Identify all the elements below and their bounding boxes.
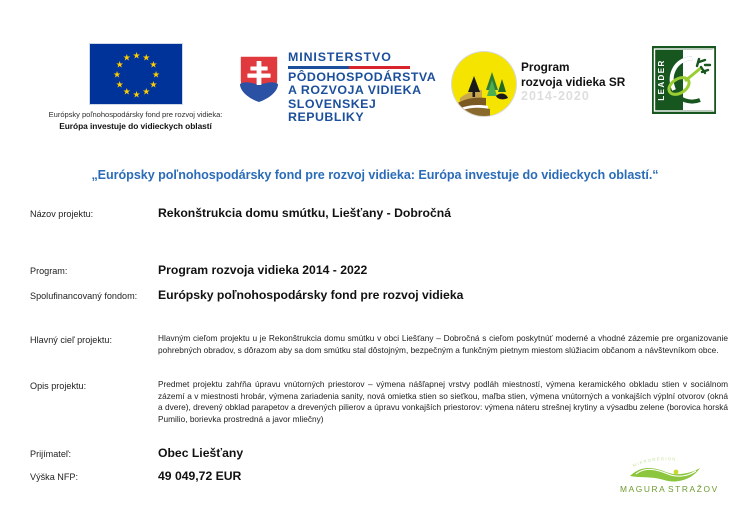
ministry-line-2: PÔDOHOSPODÁRSTVA	[288, 69, 437, 84]
program-line-1: Program	[521, 60, 570, 74]
eu-caption-line-2: Európa investuje do vidieckych oblastí	[59, 120, 212, 131]
program-logo-text	[521, 60, 625, 104]
program-line-2: rozvoja vidieka SR	[521, 74, 626, 89]
program-years: 2014-2020	[521, 89, 590, 103]
magura-strazov-icon	[612, 452, 720, 497]
ministry-logo-block	[238, 48, 453, 126]
svg-text:LEADER: LEADER	[657, 59, 666, 101]
field-label-opis-projektu: Opis projektu:	[30, 381, 87, 391]
field-value-hlavny-ciel-projektu: Hlavným cieľom projektu u je Rekonštrukcia domu smútku v obci Liešťany – Dobročná s cieľom poskytnúť moderné a vhodné zázemie pre organizovanie pohrebných obradov, s dôrazom aby sa dom smútku stal dôstojným, bezpečným a funkčným pietnym miestom slúžiacim občanom a návštevníkom obce.	[158, 333, 728, 355]
magura-strazov-logo-block	[612, 452, 720, 497]
field-label-vyska-nfp: Výška NFP:	[30, 472, 79, 482]
slovak-coat-of-arms-icon	[238, 54, 280, 104]
ministry-tricolor-rule	[288, 66, 410, 69]
logo-strip	[0, 40, 750, 140]
program-logo-block	[452, 46, 642, 126]
page-headline: „Európsky poľnohospodársky fond pre rozvoj vidieka: Európa investuje do vidieckych oblastí.“	[91, 168, 659, 182]
field-value-opis-projektu: Predmet projektu zahŕňa úpravu vnútorných priestorov – výmena nášľapnej vrstvy podláh miestností, výmena keramického obkladu stien v sociálnom zázemí a v miestnosti hrobár, výmena zariadenia sanity, nová omietka stien so sieťkou, maľba stien, výmena vnútorných a vonkajších výplní otvorov (okná a dvere), drevený obklad parapetov a drevených pilierov a úpravu vonkajších priestorov: výmena náteru strešnej krytiny a výsadbu zelene (borovica horská Pumilio, borievka prostredná a javor mliečny)	[158, 379, 728, 424]
ministry-line-4: SLOVENSKEJ REPUBLIKY	[288, 96, 377, 125]
field-label-hlavny-ciel-projektu: Hlavný cieľ projektu:	[30, 335, 113, 345]
eu-logo-block	[28, 43, 243, 131]
field-value-program: Program rozvoja vidieka 2014 - 2022	[158, 263, 368, 277]
field-value-nazov-projektu: Rekonštrukcia domu smútku, Liešťany - Dobročná	[158, 206, 451, 220]
field-value-prijimatel: Obec Liešťany	[158, 446, 244, 460]
field-label-nazov-projektu: Názov projektu:	[30, 209, 94, 219]
leader-logo-block	[652, 46, 716, 114]
program-landscape-icon	[452, 52, 516, 116]
european-union-flag: ★ ★ ★ ★ ★ ★ ★ ★ ★ ★ ★ ★	[89, 43, 183, 105]
eu-logo-caption	[28, 110, 243, 131]
field-value-spolufinancovany-fondom: Európsky poľnohospodársky fond pre rozvoj vidieka	[158, 288, 464, 302]
svg-text:MAGURA: MAGURA	[620, 484, 667, 494]
field-label-program: Program:	[30, 266, 68, 276]
svg-text:MIKROREGION: MIKROREGION	[631, 456, 677, 469]
eu-caption-line-1: Európsky poľnohospodársky fond pre rozvoj vidieka:	[48, 110, 223, 119]
ministry-line-1: MINISTERSTVO	[288, 50, 392, 64]
leader-icon	[652, 46, 716, 114]
ministry-line-3: A ROZVOJA VIDIEKA	[288, 83, 422, 98]
field-value-vyska-nfp: 49 049,72 EUR	[158, 469, 242, 483]
svg-text:STRAŽOV: STRAŽOV	[668, 484, 719, 494]
field-label-spolufinancovany-fondom: Spolufinancovaný fondom:	[30, 291, 138, 301]
field-label-prijimatel: Prijímateľ:	[30, 449, 72, 459]
ministry-logo-text	[288, 51, 453, 125]
